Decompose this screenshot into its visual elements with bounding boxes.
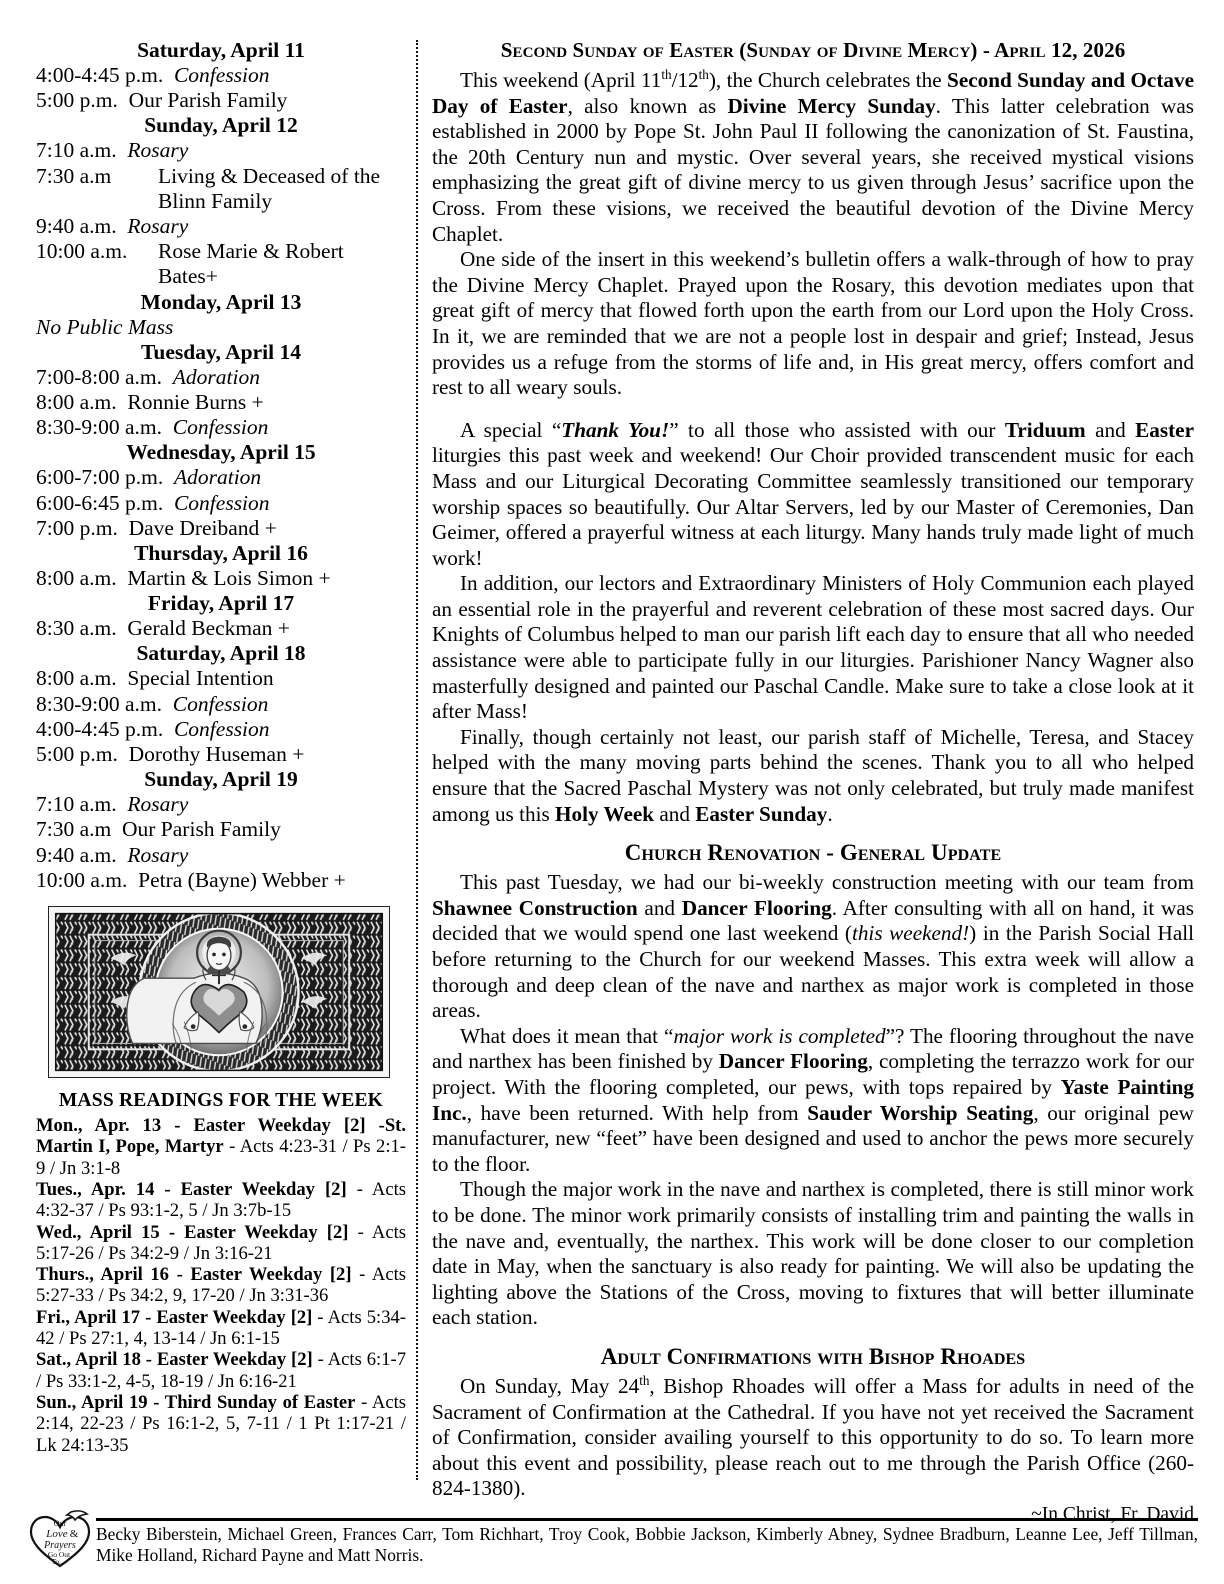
paragraph-thank-you bbox=[432, 418, 1194, 572]
schedule-intention: Martin & Lois Simon + bbox=[127, 566, 331, 591]
schedule-intention: Confession bbox=[172, 415, 269, 440]
schedule-intention: Rosary bbox=[127, 842, 189, 867]
footer-divider-rule bbox=[96, 1518, 1198, 1521]
svg-text:&: & bbox=[69, 1528, 79, 1540]
reading-citations: Acts 5:34-42 / Ps 27:1, 4, 13-14 / Jn 6:1-15 bbox=[36, 1306, 406, 1350]
p7-text-e: , our original pew manufacturer, new “feet” have been designed and used to anchor the pews more securely to the floor. bbox=[432, 1100, 1194, 1176]
p6-text-b: and bbox=[637, 895, 682, 920]
reading-citations: Acts 6:1-7 / Ps 33:1-2, 4-5, 18-19 / Jn 6:16-21 bbox=[36, 1349, 406, 1392]
p6-bold-2: Dancer Flooring bbox=[681, 895, 832, 920]
schedule-time: 8:00 a.m. bbox=[36, 390, 117, 415]
p7-italic: major work is completed bbox=[673, 1023, 886, 1048]
schedule-row bbox=[36, 666, 406, 691]
schedule-row bbox=[36, 88, 406, 113]
p1-text-e: . This latter celebration was established in 2000 by Pope St. John Paul II following the canonization of St. Faustina, the 20th Century nun and mystic. Over several years, she received mystical visions emphasizing the great gift of divine mercy to us given through Jesus’ sacrifice upon the Cross. From these visions, we received the beautiful devotion of the Divine Mercy Chaplet. bbox=[432, 93, 1194, 246]
column-divider bbox=[416, 40, 418, 1480]
schedule-intention: Confession bbox=[173, 63, 270, 87]
paragraph-chaplet-insert: One side of the insert in this weekend’s bulletin offers a walk-through of how to pray the Divine Mercy Chaplet. Prayed upon the Rosary, this devotion mediates upon that great gift of mercy that flowed forth upon the earth from our Lord upon the Holy Cross. In it, we are reminded that we are not a people lost in despair and grief; Instead, Jesus provides us a refuge from the storms of life and, in His great mercy, offers comfort and rest to all weary souls. bbox=[432, 247, 1194, 400]
reading-day-label: Sun., April 19 - Third Sunday of Easter bbox=[36, 1391, 356, 1413]
right-column bbox=[432, 38, 1194, 1526]
mass-reading-entry: Fri., April 17 - Easter Weekday [2] - Acts 5:34-42 / Ps 27:1, 4, 13-14 / Jn 6:1-15 bbox=[36, 1306, 406, 1350]
p1-bold-1: Second Sunday and Octave Day of Easter bbox=[432, 68, 1194, 118]
bulletin-headline: Second Sunday of Easter (Sunday of Divine Mercy) - April 12, 2026 bbox=[500, 38, 1126, 62]
p3-text-a: A special “ bbox=[460, 417, 562, 442]
svg-text:Our: Our bbox=[53, 1519, 67, 1528]
schedule-row bbox=[36, 365, 406, 390]
schedule-intention: Confession bbox=[173, 716, 270, 741]
schedule-intention: Ronnie Burns + bbox=[127, 390, 264, 415]
schedule-day-heading: Monday, April 13 bbox=[140, 289, 302, 314]
schedule-time: 8:30 a.m. bbox=[36, 616, 117, 641]
schedule-time: 7:30 a.m bbox=[36, 817, 112, 842]
p3-bold-italic: Thank You! bbox=[561, 417, 670, 442]
p9-sup: th bbox=[639, 1372, 650, 1388]
prayer-names-list: Becky Biberstein, Michael Green, Frances Carr, Tom Richhart, Troy Cook, Bobbie Jackson, Kimberly Abney, Sydnee Bradburn, Leanne Lee, Jeff Tillman, Mike Holland, Richard Payne and Matt Norris. bbox=[96, 1524, 1198, 1565]
schedule-row bbox=[36, 692, 406, 717]
p1-text-b: /12 bbox=[671, 68, 699, 92]
mass-reading-entry: Thurs., April 16 - Easter Weekday [2] - Acts 5:27-33 / Ps 34:2, 9, 17-20 / Jn 3:31-36 bbox=[36, 1264, 406, 1307]
p5-text-c: . bbox=[827, 801, 833, 826]
prayer-list-footer bbox=[0, 1498, 1224, 1584]
schedule-time: 5:00 p.m. bbox=[36, 742, 118, 767]
mass-readings-title: MASS READINGS FOR THE WEEK bbox=[58, 1090, 384, 1112]
p1-text-d: , also known as bbox=[567, 93, 728, 118]
schedule-intention: Adoration bbox=[173, 465, 262, 490]
p3-bold-1: Triduum bbox=[1004, 417, 1086, 442]
schedule-time: 4:00-4:45 p.m. bbox=[36, 63, 164, 87]
mass-reading-entry: Sun., April 19 - Third Sunday of Easter - Acts 2:14, 22-23 / Ps 16:1-2, 5, 7-11 / 1 Pt 1:17-21 / Lk 24:13-35 bbox=[36, 1391, 406, 1456]
schedule-day-heading: Sunday, April 12 bbox=[144, 113, 298, 138]
p7-bold-2: Yaste Painting Inc. bbox=[432, 1074, 1194, 1125]
p6-text-d: ) in the Parish Social Hall before returning to the Church for our weekend Masses. This extra week will allow a thorough and deep clean of the nave and narthex as major work is completed in those areas. bbox=[432, 921, 1195, 1023]
schedule-day-heading: Friday, April 17 bbox=[147, 591, 295, 616]
p9-text-b: , Bishop Rhoades will offer a Mass for adults in need of the Sacrament of Confirmation at the Cathedral. If you have not yet received the Sacrament of Confirmation, consider availing yourself to this opportunity to do so. To learn more about this event and possibility, please reach out to me through the Parish Office (260-824-1380). bbox=[432, 1373, 1195, 1501]
reading-citations: Acts 5:17-26 / Ps 34:2-9 / Jn 3:16-21 bbox=[36, 1221, 407, 1264]
schedule-time: 6:00-6:45 p.m. bbox=[36, 490, 164, 515]
schedule-row bbox=[36, 415, 406, 440]
schedule-time: 5:00 p.m. bbox=[36, 88, 118, 113]
reading-day-label: Fri., April 17 - Easter Weekday [2] bbox=[36, 1306, 313, 1328]
heading-church-renovation: Church Renovation - General Update bbox=[624, 840, 1002, 866]
schedule-time: 7:10 a.m. bbox=[36, 792, 117, 817]
schedule-row bbox=[36, 566, 406, 591]
mass-reading-entry: Sat., April 18 - Easter Weekday [2] - Acts 6:1-7 / Ps 33:1-2, 4-5, 18-19 / Jn 6:16-21 bbox=[36, 1349, 406, 1392]
schedule-intention: Living & Deceased of the Blinn Family bbox=[158, 163, 381, 213]
reading-citations: Acts 4:23-31 / Ps 2:1-9 / Jn 3:1-8 bbox=[36, 1136, 406, 1179]
mass-reading-entry: Mon., Apr. 13 - Easter Weekday [2] -St. Martin I, Pope, Martyr - Acts 4:23-31 / Ps 2:1-9 / Jn 3:1-8 bbox=[36, 1115, 406, 1179]
p5-text-b: and bbox=[654, 801, 696, 826]
reading-citations: Acts 4:32-37 / Ps 93:1-2, 5 / Jn 3:7b-15 bbox=[36, 1178, 406, 1222]
paragraph-major-work-definition bbox=[432, 1024, 1194, 1178]
paragraph-construction-meeting bbox=[432, 870, 1194, 1024]
schedule-time: 8:00 a.m. bbox=[36, 666, 117, 691]
schedule-intention: Confession bbox=[172, 691, 269, 716]
p1-bold-2: Divine Mercy Sunday bbox=[727, 93, 936, 118]
p5-bold-1: Holy Week bbox=[555, 801, 655, 826]
schedule-day-heading: Saturday, April 18 bbox=[136, 641, 306, 666]
schedule-time: 8:30-9:00 a.m. bbox=[36, 691, 162, 716]
p7-bold-1: Dancer Flooring bbox=[718, 1049, 868, 1074]
schedule-intention: Dave Dreiband + bbox=[128, 515, 277, 540]
mass-readings-list bbox=[36, 1115, 406, 1456]
schedule-day-heading: Tuesday, April 14 bbox=[141, 339, 301, 364]
p3-bold-2: Easter bbox=[1135, 417, 1194, 442]
schedule-row bbox=[36, 390, 406, 415]
schedule-time: 10:00 a.m. bbox=[36, 867, 128, 892]
pastor-signoff: ~In Christ, Fr. David bbox=[1031, 1503, 1194, 1525]
schedule-row bbox=[36, 817, 406, 842]
mass-reading-entry: Wed., April 15 - Easter Weekday [2] - Acts 5:17-26 / Ps 34:2-9 / Jn 3:16-21 bbox=[36, 1221, 407, 1264]
paragraph-parish-staff bbox=[432, 725, 1194, 827]
p6-italic: this weekend! bbox=[851, 921, 970, 946]
reading-citations: Acts 2:14, 22-23 / Ps 16:1-2, 5, 7-11 / 1 Pt 1:17-21 / Lk 24:13-35 bbox=[36, 1391, 406, 1456]
schedule-time: 7:00-8:00 a.m. bbox=[36, 364, 162, 389]
schedule-day-heading: Thursday, April 16 bbox=[134, 541, 308, 566]
schedule-intention: Rose Marie & Robert Bates+ bbox=[158, 239, 344, 289]
p6-text-c: . After consulting with all on hand, it was decided that we would spend one last weekend ( bbox=[432, 895, 1194, 946]
schedule-day-heading: Saturday, April 11 bbox=[137, 38, 305, 62]
p3-text-b: ” to all those who assisted with our bbox=[669, 417, 1005, 442]
schedule-time: 6:00-7:00 p.m. bbox=[36, 465, 164, 490]
schedule-row bbox=[36, 491, 406, 516]
schedule-intention: Adoration bbox=[172, 364, 260, 389]
reading-day-label: Sat., April 18 - Easter Weekday [2] bbox=[36, 1349, 313, 1371]
schedule-row bbox=[36, 792, 406, 817]
sacred-heart-image-wrapper bbox=[48, 906, 390, 1078]
paragraph-divine-mercy-intro bbox=[432, 68, 1194, 247]
p9-text-a: On Sunday, May 24 bbox=[460, 1373, 640, 1398]
p6-text-a: This past Tuesday, we had our bi-weekly construction meeting with our team from bbox=[460, 870, 1194, 895]
reading-day-label: Thurs., April 16 - Easter Weekday [2] bbox=[36, 1264, 352, 1286]
p1-text-c: ), the Church celebrates the bbox=[708, 68, 948, 92]
sacred-heart-of-jesus-image bbox=[48, 906, 390, 1078]
p7-text-d: , have been returned. With help from bbox=[466, 1100, 808, 1125]
p7-text-c: , completing the terrazzo work for our project. With the flooring completed, our pews, with tops repaired by bbox=[432, 1049, 1194, 1099]
schedule-row bbox=[36, 138, 406, 163]
reading-day-label: Mon., Apr. 13 - Easter Weekday [2] -St. Martin I, Pope, Martyr bbox=[36, 1115, 406, 1158]
paragraph-minor-work: Though the major work in the nave and narthex is completed, there is still minor work to be done. The minor work primarily consists of installing trim and painting the walls in the nave and, eventually, the narthex. This work will be done closer to our completion date in May, when the sanctuary is also ready for painting. We will also be updating the lighting above the Stations of the Cross, moving to fixtures that will better illuminate each station. bbox=[432, 1177, 1194, 1330]
schedule-row bbox=[36, 63, 406, 88]
mass-schedule bbox=[36, 38, 406, 893]
reading-day-label: Wed., April 15 - Easter Weekday [2] bbox=[36, 1221, 349, 1243]
paragraph-confirmation-details bbox=[432, 1374, 1194, 1502]
p7-text-b: ”? The flooring throughout the nave and narthex has been finished by bbox=[432, 1023, 1194, 1074]
reading-day-label: Tues., Apr. 14 - Easter Weekday [2] bbox=[36, 1178, 347, 1200]
schedule-time: 7:00 p.m. bbox=[36, 515, 118, 540]
heading-adult-confirmations: Adult Confirmations with Bishop Rhoades bbox=[600, 1343, 1026, 1369]
schedule-intention: Our Parish Family bbox=[122, 817, 281, 842]
schedule-intention: Petra (Bayne) Webber + bbox=[138, 867, 346, 892]
schedule-row bbox=[36, 717, 406, 742]
schedule-intention: Dorothy Huseman + bbox=[128, 742, 305, 767]
schedule-intention: Rosary bbox=[127, 792, 189, 817]
schedule-intention: Gerald Beckman + bbox=[127, 616, 290, 641]
mass-reading-entry: Tues., Apr. 14 - Easter Weekday [2] - Acts 4:32-37 / Ps 93:1-2, 5 / Jn 3:7b-15 bbox=[36, 1178, 406, 1222]
schedule-row bbox=[36, 516, 406, 541]
schedule-intention: Rosary bbox=[127, 214, 189, 239]
schedule-row bbox=[36, 742, 406, 767]
schedule-row bbox=[36, 465, 406, 490]
schedule-intention: Special Intention bbox=[127, 666, 274, 691]
p3-text-d: liturgies this past week and weekend! Our Choir provided transcendent music for each Mass and our Liturgical Decorating Committee seamlessly transitioned our temporary worship spaces so beautifully. Our Altar Servers, led by our Master of Ceremonies, Dan Geimer, offered a prayerful witness at each liturgy. Many hands truly made light of much work! bbox=[432, 443, 1194, 570]
schedule-time: 4:00-4:45 p.m. bbox=[36, 716, 164, 741]
schedule-intention: Our Parish Family bbox=[128, 88, 288, 113]
svg-text:To...: To... bbox=[51, 1558, 65, 1566]
left-column bbox=[36, 38, 406, 1456]
schedule-row bbox=[36, 164, 406, 214]
svg-text:Go Out: Go Out bbox=[47, 1550, 71, 1559]
love-and-prayers-heart-icon bbox=[24, 1506, 98, 1572]
schedule-time: 10:00 a.m. bbox=[36, 239, 128, 264]
schedule-time: 8:00 a.m. bbox=[36, 566, 117, 591]
schedule-time: 7:30 a.m bbox=[36, 163, 112, 188]
p1-text-a: This weekend (April 11 bbox=[460, 68, 662, 92]
schedule-row bbox=[36, 239, 406, 289]
schedule-time: 7:10 a.m. bbox=[36, 138, 117, 163]
p3-text-c: and bbox=[1085, 417, 1136, 442]
p7-bold-3: Sauder Worship Seating bbox=[807, 1100, 1034, 1125]
schedule-time: 9:40 a.m. bbox=[36, 214, 117, 239]
schedule-time: 9:40 a.m. bbox=[36, 842, 117, 867]
p1-sup-1: th bbox=[661, 66, 672, 82]
p6-bold-1: Shawnee Construction bbox=[432, 895, 638, 920]
schedule-row bbox=[36, 616, 406, 641]
schedule-time: 8:30-9:00 a.m. bbox=[36, 415, 162, 440]
p1-sup-2: th bbox=[698, 66, 709, 82]
p5-text-a: Finally, though certainly not least, our parish staff of Michelle, Teresa, and Stacey helped with the many moving parts behind the scenes. Thank you to all who helped ensure that the Sacred Paschal Mystery was not only celebrated, but truly made manifest among us this bbox=[432, 724, 1194, 826]
schedule-no-public-mass: No Public Mass bbox=[36, 314, 174, 339]
schedule-row bbox=[36, 214, 406, 239]
schedule-intention: Confession bbox=[173, 490, 270, 515]
paragraph-lectors-emhc: In addition, our lectors and Extraordinary Ministers of Holy Communion each played an essential role in the prayerful and reverent celebration of these most sacred days. Our Knights of Columbus helped to man our parish lift each day to ensure that all who needed assistance were able to participate fully in our liturgies. Parishioner Nancy Wagner also masterfully designed and painted our Paschal Candle. Make sure to take a close look at it after Mass! bbox=[432, 571, 1194, 724]
schedule-row bbox=[36, 868, 406, 893]
p7-text-a: What does it mean that “ bbox=[460, 1023, 674, 1048]
schedule-row bbox=[36, 843, 406, 868]
reading-citations: Acts 5:27-33 / Ps 34:2, 9, 17-20 / Jn 3:31-36 bbox=[36, 1264, 406, 1307]
schedule-day-heading: Wednesday, April 15 bbox=[126, 440, 316, 465]
svg-text:Love: Love bbox=[46, 1528, 68, 1540]
p5-bold-2: Easter Sunday bbox=[695, 801, 828, 826]
schedule-intention: Rosary bbox=[127, 138, 189, 163]
schedule-day-heading: Sunday, April 19 bbox=[144, 767, 298, 792]
svg-text:Prayers: Prayers bbox=[44, 1540, 76, 1551]
